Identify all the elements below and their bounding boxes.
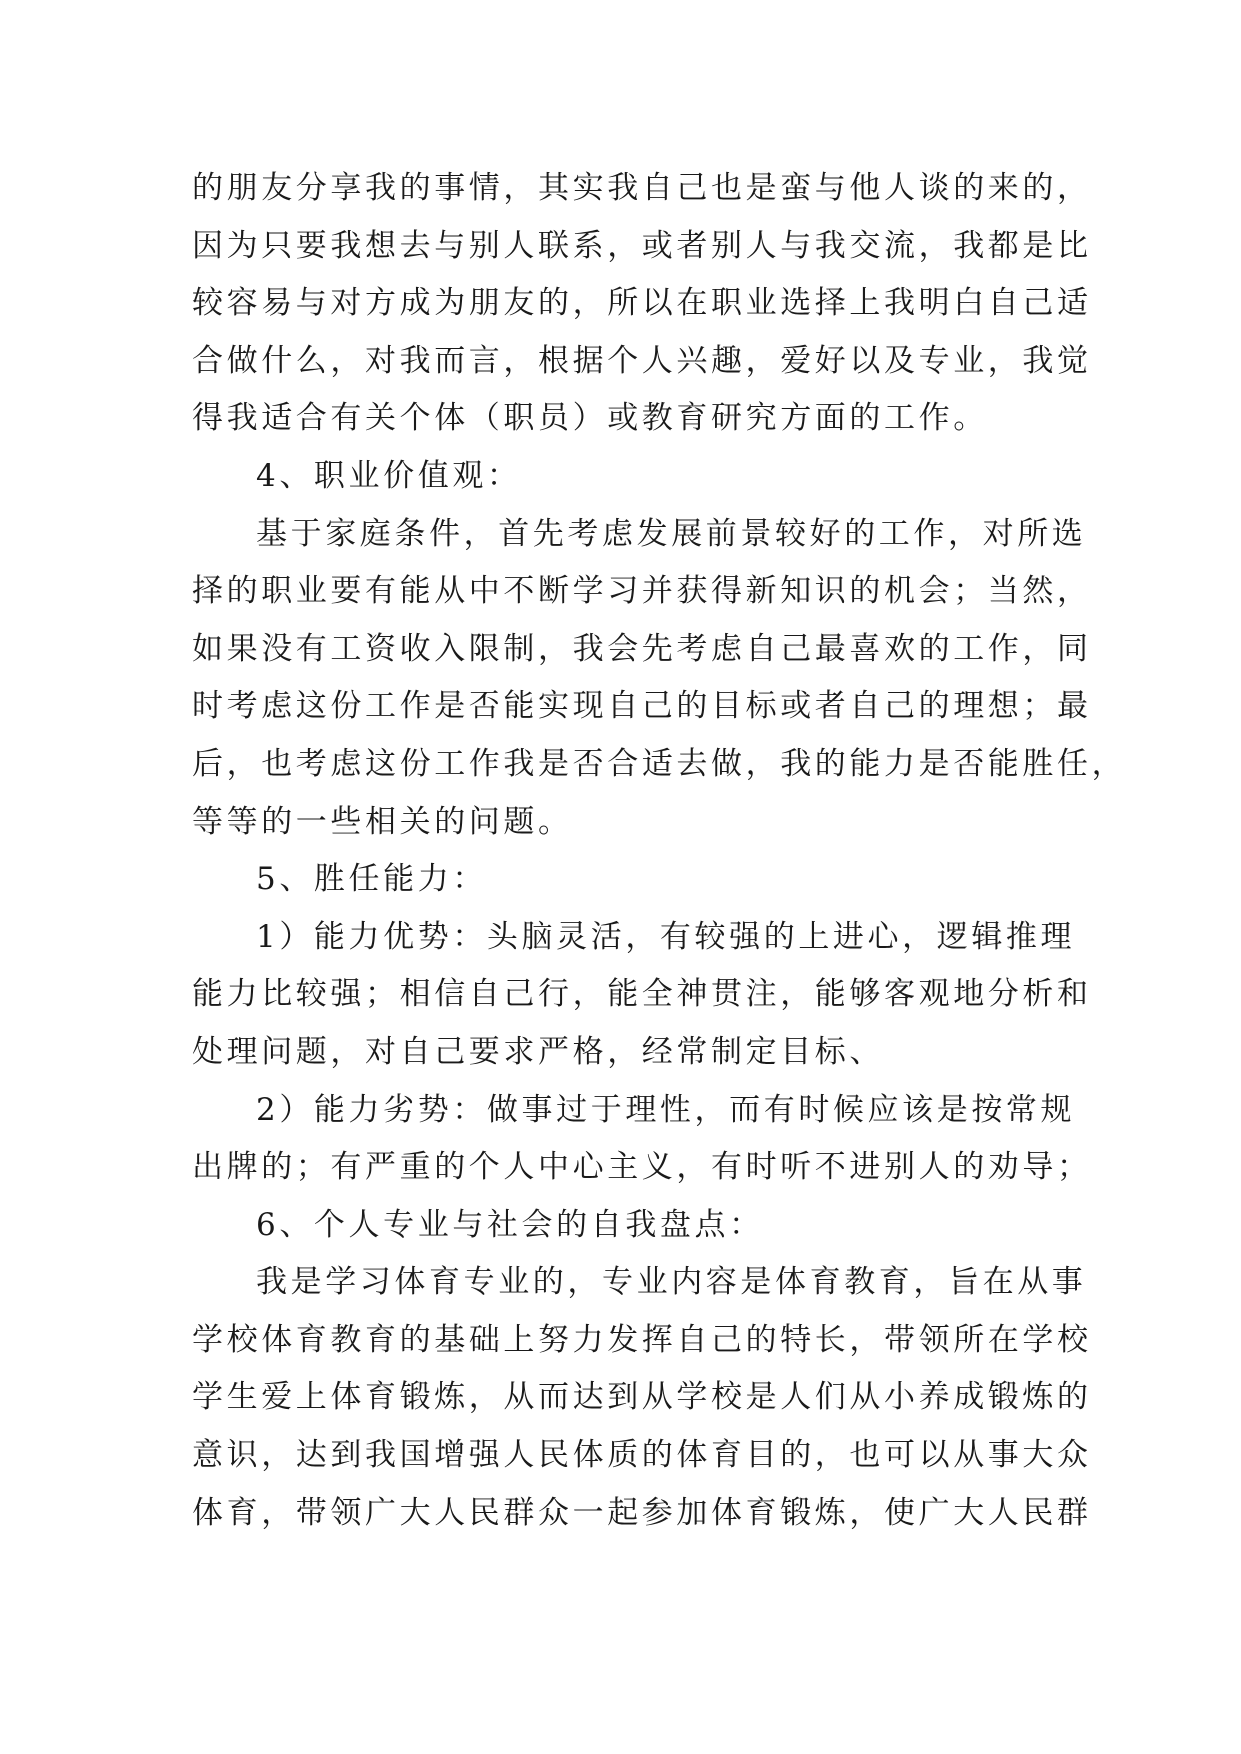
text-line: 意识，达到我国增强人民体质的体育目的，也可以从事大众 <box>192 1437 1092 1474</box>
text-line: 如果没有工资收入限制，我会先考虑自己最喜欢的工作，同 <box>192 630 1092 667</box>
text-line: 学生爱上体育锻炼，从而达到从学校是人们从小养成锻炼的 <box>192 1379 1092 1416</box>
text-line: 体育，带领广大人民群众一起参加体育锻炼，使广大人民群 <box>192 1494 1092 1531</box>
text-line: 得我适合有关个体（职员）或教育研究方面的工作。 <box>192 400 988 437</box>
text-line: 处理问题，对自己要求严格，经常制定目标、 <box>192 1033 884 1070</box>
text-line: 5、胜任能力： <box>256 861 487 898</box>
text-line: 能力比较强；相信自己行，能全神贯注，能够客观地分析和 <box>192 976 1092 1013</box>
text-line: 基于家庭条件，首先考虑发展前景较好的工作，对所选 <box>256 515 1087 552</box>
text-line: 1）能力优势：头脑灵活，有较强的上进心，逻辑推理 <box>256 918 1076 955</box>
text-line: 因为只要我想去与别人联系，或者别人与我交流，我都是比 <box>192 227 1092 264</box>
text-line: 6、个人专业与社会的自我盘点： <box>256 1206 764 1243</box>
text-line: 的朋友分享我的事情，其实我自己也是蛮与他人谈的来的， <box>192 170 1092 206</box>
text-line: 2）能力劣势：做事过于理性，而有时候应该是按常规 <box>256 1091 1076 1128</box>
text-line: 合做什么，对我而言，根据个人兴趣，爱好以及专业，我觉 <box>192 342 1092 379</box>
text-line: 出牌的；有严重的个人中心主义，有时听不进别人的劝导； <box>192 1149 1092 1186</box>
text-line: 学校体育教育的基础上努力发挥自己的特长，带领所在学校 <box>192 1321 1092 1358</box>
text-line: 我是学习体育专业的，专业内容是体育教育，旨在从事 <box>256 1264 1087 1301</box>
text-line: 时考虑这份工作是否能实现自己的目标或者自己的理想；最 <box>192 688 1092 725</box>
text-line: 择的职业要有能从中不断学习并获得新知识的机会；当然， <box>192 573 1092 610</box>
text-line: 4、职业价值观： <box>256 457 522 494</box>
document-body <box>192 160 1127 1542</box>
text-line: 等等的一些相关的问题。 <box>192 803 573 840</box>
text-line: 后，也考虑这份工作我是否合适去做，我的能力是否能胜任， <box>192 745 1127 782</box>
text-line: 较容易与对方成为朋友的，所以在职业选择上我明白自己适 <box>192 285 1092 322</box>
